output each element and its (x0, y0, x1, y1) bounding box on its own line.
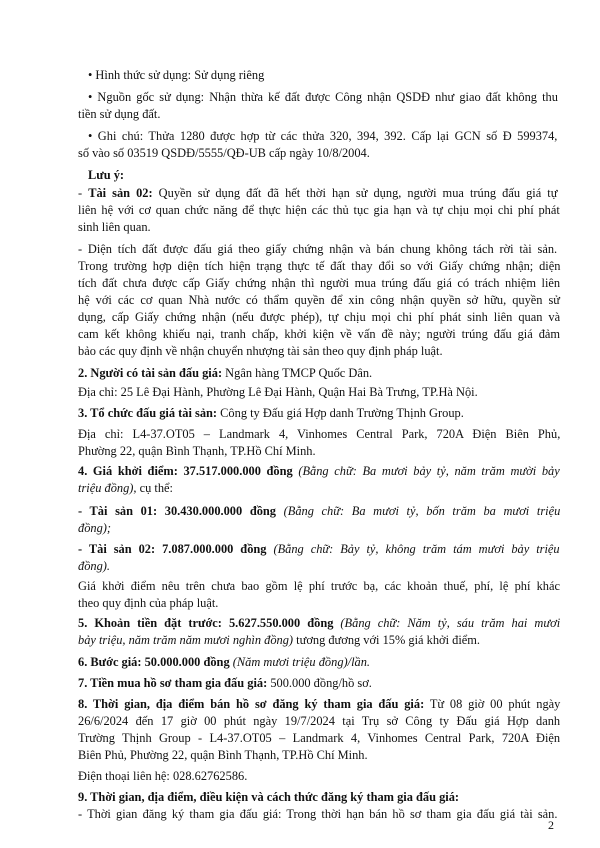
text-span: số vào số 03519 QSDĐ/5555/QĐ-UB cấp ngày 10/8/2004. (78, 146, 370, 160)
bold-text: 2. Người có tài sản đấu giá: (78, 366, 223, 380)
text-span: Điện thoại liên hệ: 028.62762586. (78, 769, 248, 783)
text-line (78, 541, 560, 557)
italic-text: đồng); (78, 521, 112, 535)
text-line (78, 696, 560, 712)
text-line (78, 463, 560, 479)
text-span: cụ thể: (136, 481, 173, 495)
text-line (88, 128, 557, 144)
text-span: Địa chỉ: L4-37.OT05 – Landmark 4, Vinhomes Central Park, 720A Điện Biên Phủ, (78, 427, 561, 441)
text-line (78, 578, 560, 594)
text-span: hệ với các cơ quan Nhà nước có thẩm quyền để xin công nhận quyền sở hữu, quyền sử (78, 293, 561, 307)
text-span: Từ 08 giờ 00 phút ngày (424, 697, 561, 711)
text-span: - Thời gian đăng ký tham gia đấu giá: Trong thời hạn bán hồ sơ tham gia đấu giá tài sản. (78, 807, 558, 821)
text-line (78, 503, 560, 519)
text-line (78, 789, 459, 805)
text-span: tương đương với 15% giá khởi điểm. (293, 633, 480, 647)
text-line (78, 520, 111, 536)
text-line (78, 558, 110, 574)
text-line (78, 258, 560, 274)
italic-text: (Năm mươi triệu đồng)/lần. (229, 655, 371, 669)
text-line (78, 426, 560, 442)
bold-text: - Tài sản 02: 7.087.000.000 đồng (78, 542, 267, 556)
text-line (78, 632, 480, 648)
text-line (78, 309, 560, 325)
bold-text: 7. Tiền mua hồ sơ tham gia đấu giá: (78, 676, 268, 690)
italic-text: triệu đồng), (78, 481, 137, 495)
text-line (78, 343, 443, 359)
italic-text: đồng). (78, 559, 111, 573)
text-line (78, 675, 372, 691)
text-span: - Diện tích đất được đấu giá theo giấy chứng nhận và bán chung không tách rời tài sản. (78, 242, 558, 256)
text-line (88, 89, 558, 105)
bold-text: 5. Khoản tiền đặt trước: 5.627.550.000 đồng (78, 616, 334, 630)
text-span: Địa chỉ: 25 Lê Đại Hành, Phường Lê Đại Hành, Quận Hai Bà Trưng, TP.Hà Nội. (78, 385, 478, 399)
text-line (78, 443, 316, 459)
text-line (78, 326, 560, 342)
bold-text: - Tài sản 01: 30.430.000.000 đồng (78, 504, 276, 518)
text-line (78, 747, 368, 763)
text-span: tiền sử dụng đất. (78, 107, 161, 121)
bold-text: 9. Thời gian, địa điểm, điều kiện và cách thức đăng ký tham gia đấu giá: (78, 790, 460, 804)
text-line (78, 106, 160, 122)
text-line (78, 615, 560, 631)
text-span: Biên Phủ, Phường 22, quận Bình Thạnh, TP.Hồ Chí Minh. (78, 748, 368, 762)
text-span: sinh liên quan. (78, 220, 151, 234)
text-line (78, 768, 247, 784)
text-line (78, 806, 557, 822)
text-line (78, 384, 478, 400)
text-span: • Hình thức sử dụng: Sử dụng riêng (88, 68, 265, 82)
text-line (78, 480, 173, 496)
text-line (78, 275, 560, 291)
text-line (78, 202, 560, 218)
bold-text: 4. Giá khởi điểm: 37.517.000.000 đồng (78, 464, 293, 478)
bold-text: 3. Tổ chức đấu giá tài sản: (78, 406, 218, 420)
italic-text: (Bằng chữ: Ba mươi tỷ, bốn trăm ba mươi triệu (276, 504, 561, 518)
text-span: theo quy định của pháp luật. (78, 596, 219, 610)
text-line (78, 405, 464, 421)
text-span: cam kết không khiếu nại, tranh chấp, khởi kiện về vấn đề này; người trúng đấu giá đảm (78, 327, 561, 341)
text-line (78, 145, 370, 161)
text-span: • Ghi chú: Thửa 1280 được hợp từ các thửa 320, 394, 392. Cấp lại GCN số Đ 599374, (88, 129, 558, 143)
bold-text: Tài sản 02: (88, 186, 153, 200)
italic-text: bảy triệu, năm trăm năm mươi nghìn đồng) (78, 633, 294, 647)
text-span: Trường Thịnh Group - L4-37.OT05 – Landmark 4, Vinhomes Central Park, 720A Điện (78, 731, 561, 745)
text-line (78, 185, 557, 201)
text-span: Phường 22, quận Bình Thạnh, TP.Hồ Chí Minh. (78, 444, 316, 458)
text-line (78, 292, 560, 308)
text-line (88, 167, 124, 183)
italic-text: (Bằng chữ: Ba mươi bảy tỷ, năm trăm mười bảy (292, 464, 560, 478)
text-span: Trong trường hợp diện tích hiện trạng thực tế đất thay đổi so với Giấy chứng nhận; diện (78, 259, 561, 273)
page-number: 2 (548, 818, 554, 832)
text-span: 500.000 đồng/hồ sơ. (267, 676, 372, 690)
italic-text: (Bằng chữ: Bảy tỷ, không trăm tám mươi bảy triệu (266, 542, 560, 556)
text-line (78, 219, 151, 235)
text-span: dụng, cấp Giấy chứng nhận (nếu được phép), tự chịu mọi chi phí phát sinh liên quan và (78, 310, 561, 324)
text-span: tích đất chưa được cấp Giấy chứng nhận thì người mua trúng đấu giá có trách nhiệm liên (78, 276, 561, 290)
text-span: Quyền sử dụng đất đã hết thời hạn sử dụng, người mua trúng đấu giá tự (152, 186, 558, 200)
italic-text: (Bằng chữ: Năm tỷ, sáu trăm hai mươi (333, 616, 561, 630)
text-span: Công ty Đấu giá Hợp danh Trường Thịnh Group. (217, 406, 464, 420)
text-span: Giá khởi điểm nêu trên chưa bao gồm lệ phí trước bạ, các khoản thuế, phí, lệ phí khác (78, 579, 561, 593)
text-span: 26/6/2024 đến 17 giờ 00 phút ngày 19/7/2024 tại Trụ sở Công ty Đấu giá Hợp danh (78, 714, 561, 728)
text-line (88, 67, 264, 83)
text-span: - (78, 186, 89, 200)
text-span: bảo các quy định về nhận chuyển nhượng tài sản theo quy định pháp luật. (78, 344, 443, 358)
text-span: • Nguồn gốc sử dụng: Nhận thừa kế đất được Công nhận QSDĐ như giao đất không thu (88, 90, 558, 104)
bold-text: Lưu ý: (88, 168, 125, 182)
text-line (78, 241, 557, 257)
text-line (78, 654, 370, 670)
text-line (78, 713, 560, 729)
text-line (78, 595, 218, 611)
text-span: liên hệ với cơ quan chức năng để thực hiện các thủ tục gia hạn và tự chịu mọi chi phí phát (78, 203, 560, 217)
text-line (78, 730, 560, 746)
text-span: Ngân hàng TMCP Quốc Dân. (222, 366, 373, 380)
bold-text: 8. Thời gian, địa điểm bán hồ sơ đăng ký tham gia đấu giá: (78, 697, 425, 711)
text-line (78, 365, 372, 381)
bold-text: 6. Bước giá: 50.000.000 đồng (78, 655, 230, 669)
